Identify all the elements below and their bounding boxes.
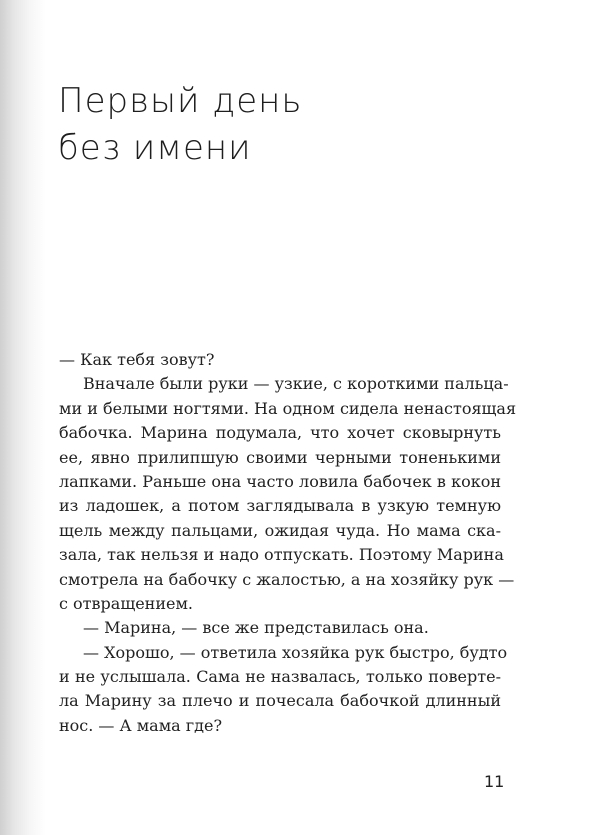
text-line: из ладошек, а потом заглядывала в узкую темную (59, 496, 501, 516)
text-line: лапками. Раньше она часто ловила бабочек в кокон (59, 471, 501, 491)
text-line: — Как тебя зовут? (59, 350, 215, 369)
text-line: смотрела на бабочку с жалостью, а на хозяйку рук — (59, 569, 515, 589)
chapter-title (58, 78, 302, 172)
text-line: нос. — А мама где? (59, 715, 223, 735)
chapter-title-line-1: Первый день (58, 81, 303, 121)
text-line: — Марина, — все же представилась она. (83, 618, 429, 638)
text-line: бабочка. Марина подумала, что хочет сковырнуть (59, 423, 501, 443)
text-line: — Хорошо, — ответила хозяйка рук быстро, будто (83, 642, 508, 662)
text-line: щель между пальцами, ожидая чуда. Но мама ска- (59, 520, 501, 540)
text-line: ее, явно прилипшую своими черными тоненькими (59, 447, 501, 467)
text-line: зала, так нельзя и надо отпускать. Поэтому Марина (59, 545, 504, 565)
text-line: Вначале были руки — узкие, с короткими пальца- (83, 374, 509, 394)
body-text (59, 348, 517, 738)
text-line: ми и белыми ногтями. На одном сидела ненастоящая (59, 398, 517, 418)
text-line: и не услышала. Сама не назвалась, только поверте- (59, 667, 501, 687)
text-line: с отвращением. (59, 593, 193, 613)
text-line: ла Марину за плечо и почесала бабочкой длинный (59, 691, 501, 711)
page-number: 11 (484, 772, 505, 791)
chapter-title-line-2: без имени (58, 128, 252, 168)
